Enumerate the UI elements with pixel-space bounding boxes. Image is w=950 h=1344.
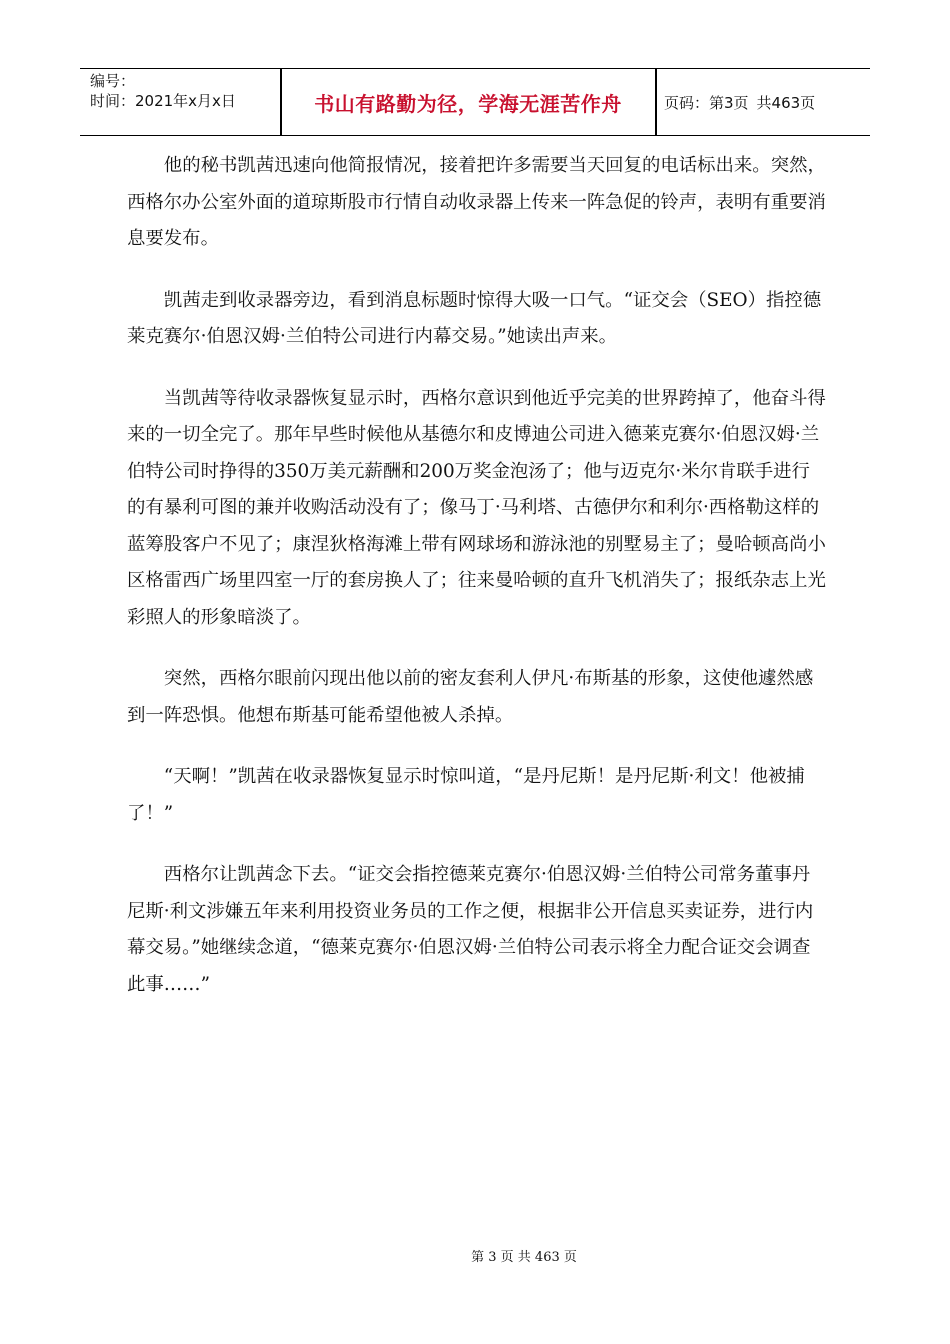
page-footer: 第 3 页 共 463 页 <box>471 1250 577 1265</box>
document-body <box>127 148 827 1028</box>
paragraph: 西格尔让凯茜念下去。“证交会指控德莱克赛尔·伯恩汉姆·兰伯特公司常务董事丹尼斯·利文涉嫌五年来利用投资业务员的工作之便，根据非公开信息买卖证券，进行内幕交易。”她继续念道，“德莱克赛尔·伯恩汉姆·兰伯特公司表示将全力配合证交会调查此事……” <box>127 864 814 995</box>
paragraph: “天啊！”凯茜在收录器恢复显示时惊叫道，“是丹尼斯！是丹尼斯·利文！他被捕了！” <box>127 766 805 824</box>
header-motto: 书山有路勤为径，学海无涯苦作舟 <box>314 91 622 116</box>
paragraph: 他的秘书凯茜迅速向他简报情况，接着把许多需要当天回复的电话标出来。突然，西格尔办公室外面的道琼斯股市行情自动收录器上传来一阵急促的铃声，表明有重要消息要发布。 <box>127 155 826 249</box>
document-header <box>80 68 870 136</box>
paragraph: 凯茜走到收录器旁边，看到消息标题时惊得大吸一口气。“证交会（SEO）指控德莱克赛尔·伯恩汉姆·兰伯特公司进行内幕交易。”她读出声来。 <box>127 289 822 347</box>
page-total: 共463页 <box>756 93 816 112</box>
header-page-info <box>664 69 815 135</box>
paragraph: 突然，西格尔眼前闪现出他以前的密友套利人伊凡·布斯基的形象，这使他遽然感到一阵恐惧。他想布斯基可能希望他被人杀掉。 <box>127 668 814 726</box>
paragraph: 当凯茜等待收录器恢复显示时，西格尔意识到他近乎完美的世界跨掉了，他奋斗得来的一切全完了。那年早些时候他从基德尔和皮博迪公司进入德莱克赛尔·伯恩汉姆·兰伯特公司时挣得的350万美元薪酬和200万奖金泡汤了；他与迈克尔·米尔肯联手进行的有暴利可图的兼并收购活动没有了；像马丁·马利塔、古德伊尔和利尔·西格勒这样的蓝筹股客户不见了；康涅狄格海滩上带有网球场和游泳池的别墅易主了；曼哈顿高尚小区格雷西广场里四室一厅的套房换人了；往来曼哈顿的直升飞机消失了；报纸杂志上光彩照人的形象暗淡了。 <box>127 387 826 628</box>
page-label: 页码：第3页 <box>664 93 749 112</box>
header-divider <box>655 69 657 135</box>
time-label: 时间：2021年x月x日 <box>90 92 236 110</box>
number-label: 编号： <box>90 72 136 90</box>
header-meta <box>90 71 236 111</box>
